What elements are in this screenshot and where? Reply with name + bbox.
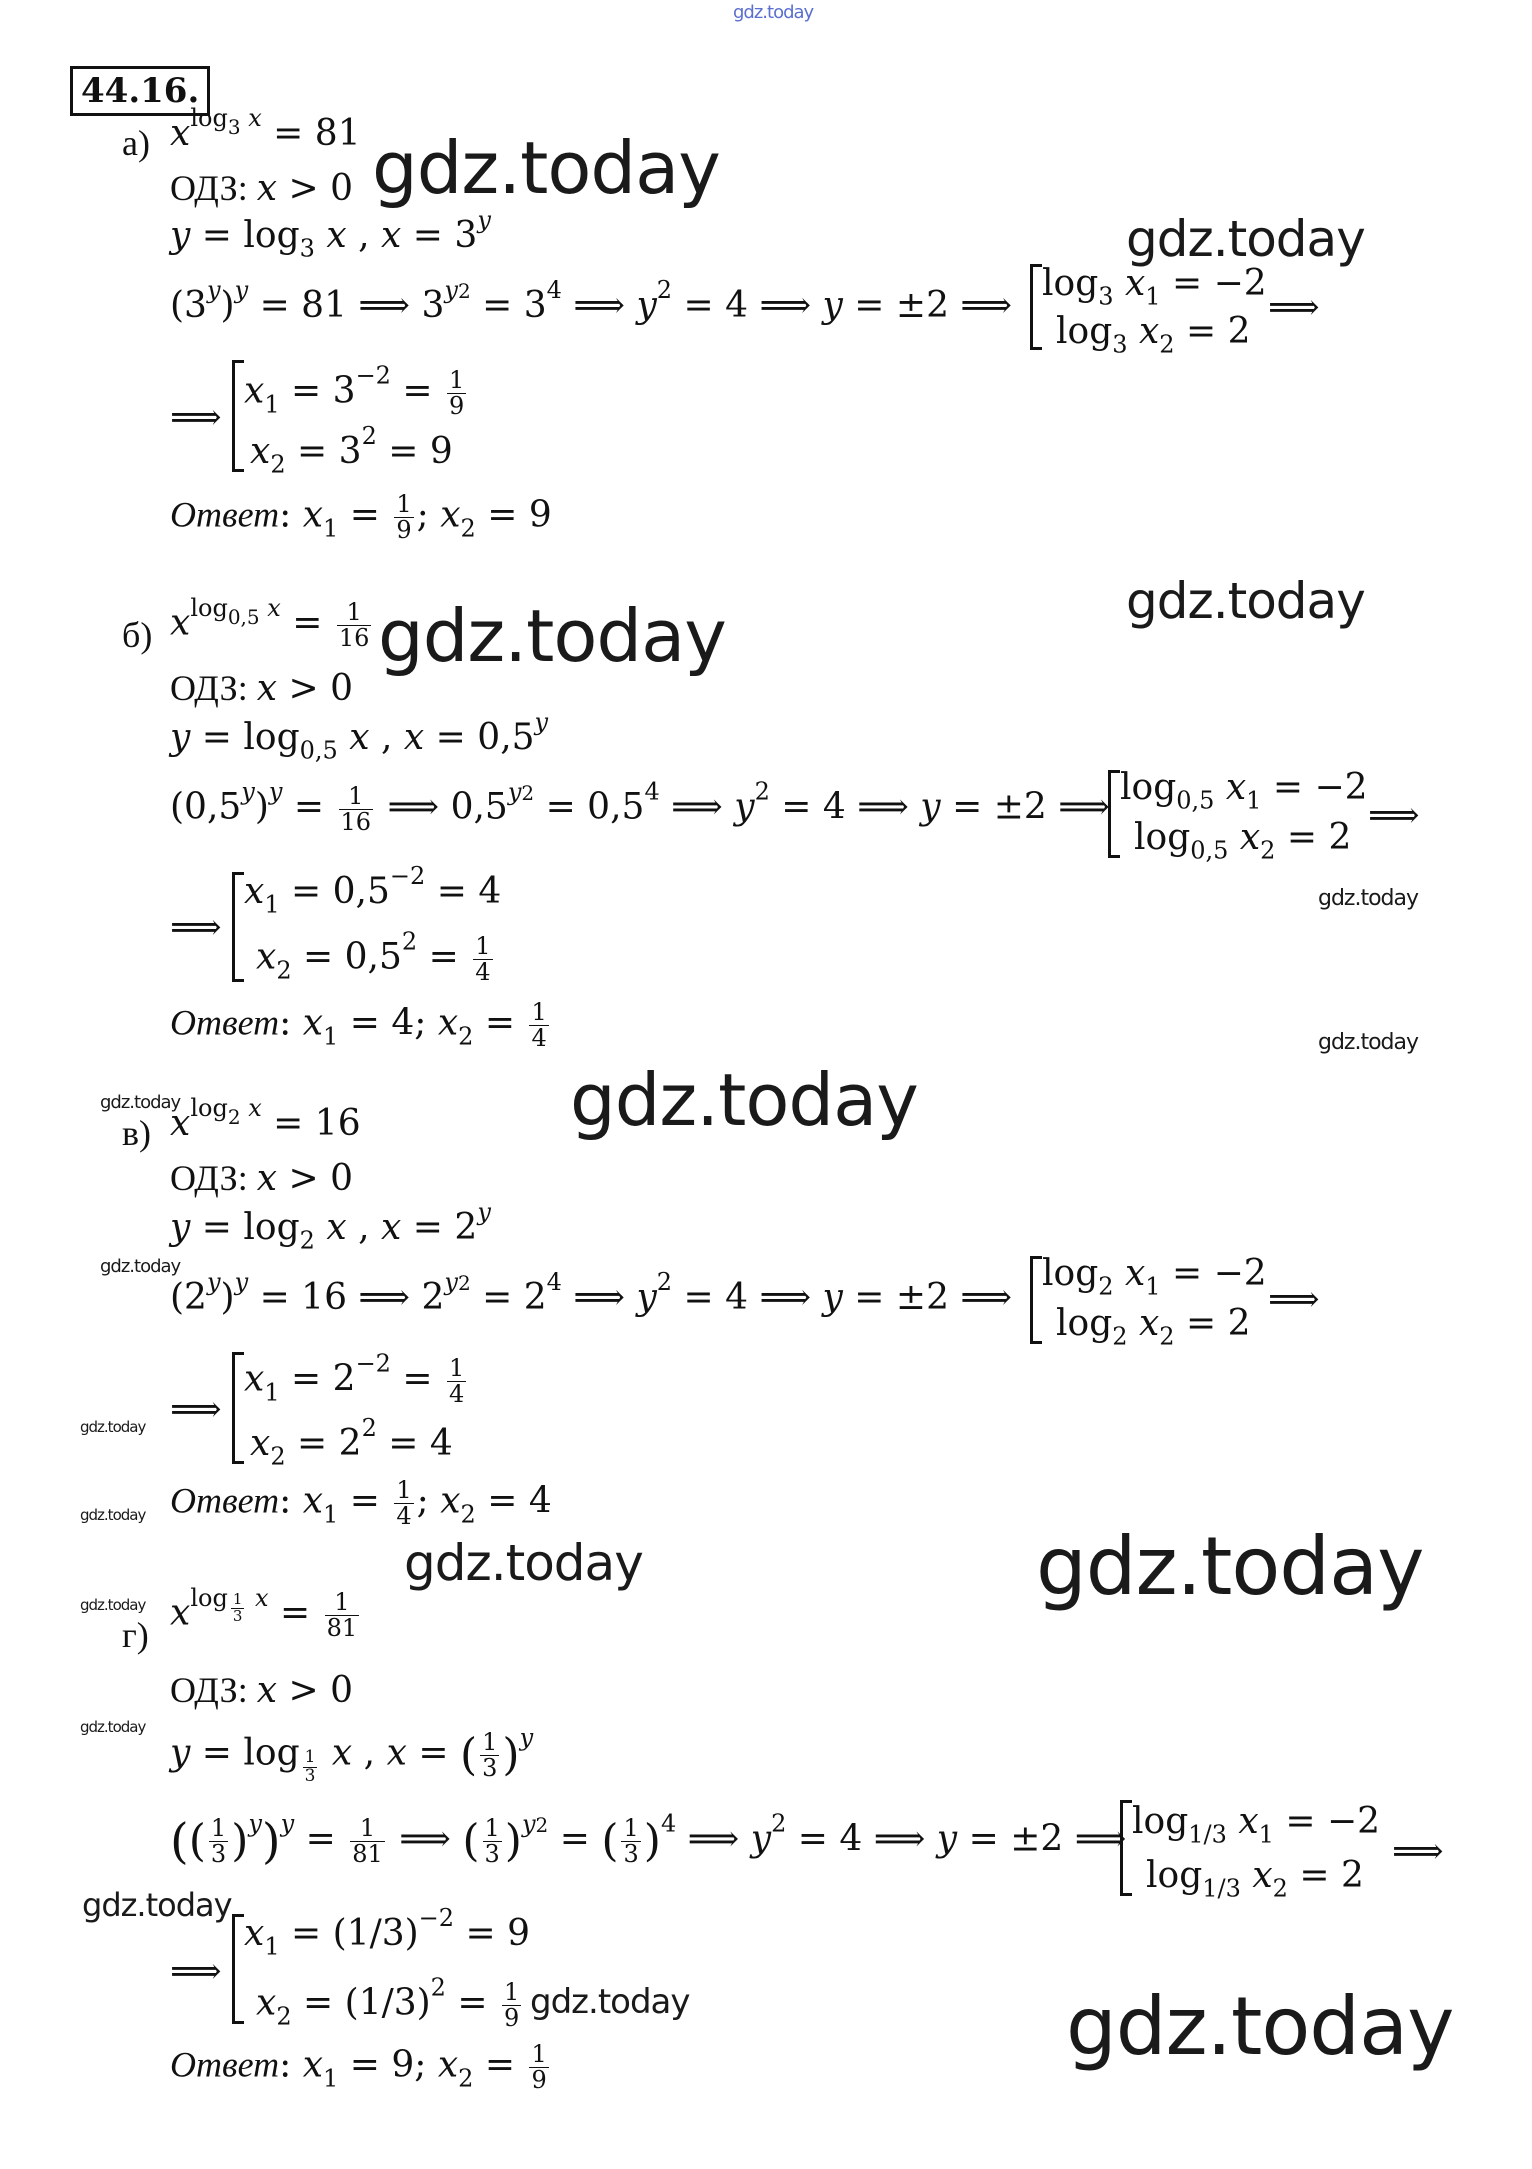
part-d-odz: ОДЗ: x > 0 [170, 1670, 353, 1711]
part-b-log-eq1: $\log_{0,5} x_1 = -2$ [1120, 767, 1368, 815]
part-c-answer: Ответ: $x_1$ = $\frac{1}{4}$ ; $x_2 = 4$ [170, 1476, 552, 1531]
part-b-implies: ⟹ [1368, 795, 1420, 836]
part-d-label: г) [122, 1615, 149, 1655]
part-c-x1: $x_1 = 2^{-2}$ = $\frac{1}{4}$ [244, 1349, 465, 1409]
part-d-x2: $x_2 = (1/3)^2$ = $\frac{1}{9}$ [256, 1973, 520, 2033]
part-a-log-eq1: $\log_3 x_1 = -2$ [1042, 263, 1267, 311]
part-a-label: а) [122, 123, 150, 163]
watermark: gdz.today [1318, 1030, 1419, 1055]
part-a-implies2: ⟹ [170, 397, 222, 438]
part-a-implies: ⟹ [1268, 287, 1320, 328]
watermark: gdz.today [82, 1886, 232, 1924]
part-a-answer: Ответ: $x_1$ = $\frac{1}{9}$ ; $x_2 = 9$ [170, 490, 552, 545]
watermark: gdz.today [80, 1506, 146, 1524]
part-c-odz: ОДЗ: x > 0 [170, 1158, 353, 1199]
part-d-log-eq2: $\log_{1/3} x_2 = 2$ [1146, 1855, 1364, 1903]
part-a-equation: $x^{log_3 x} = 81$ [170, 103, 361, 154]
part-b-substitution: $y = \log_{0,5} x$ , $x = 0,5^y$ [170, 707, 549, 765]
watermark: gdz.today [1066, 1980, 1454, 2073]
part-a-x-system [232, 360, 235, 472]
part-c-log-system [1030, 1256, 1033, 1344]
part-b-odz: ОДЗ: x > 0 [170, 668, 353, 709]
part-b-solution-line: $(0,5^y)^y$ = $\frac{1}{16}$ ⟹ $0,5^{y2} = 0,5^4$ ⟹ $y^2 = 4$ ⟹ y = ±2 ⟹ [170, 777, 1110, 837]
watermark: gdz.today [570, 1058, 918, 1142]
part-b-answer: Ответ: $x_1 = 4$; $x_2$ = $\frac{1}{4}$ [170, 998, 547, 1053]
watermark: gdz.today [1036, 1520, 1424, 1613]
part-c-solution-line: $(2^y)^y = 16$ ⟹ $2^{y2} = 2^4$ ⟹ $y^2 = 4$ ⟹ y = ±2 ⟹ [170, 1267, 1013, 1318]
part-a-x1: $x_1 = 3^{-2}$ = $\frac{1}{9}$ [244, 361, 465, 421]
part-a-solution-line: $(3^y)^y = 81$ ⟹ $3^{y2} = 3^4$ ⟹ $y^2 = 4$ ⟹ y = ±2 ⟹ [170, 275, 1013, 326]
watermark: gdz.today [100, 1256, 181, 1277]
part-d-x-system [232, 1914, 235, 2024]
watermark: gdz.today [404, 1534, 643, 1592]
part-a-log-system [1030, 264, 1033, 350]
part-d-substitution: y = log $_{\frac{1}{3}}$ x , x = ( $\frac{1}{3}$ )$^y$ [170, 1723, 534, 1787]
part-d-log-system [1120, 1800, 1123, 1896]
watermark: gdz.today [100, 1092, 181, 1113]
watermark: gdz.today [530, 1982, 690, 2022]
part-c-equation: $x^{log_2 x} = 16$ [170, 1093, 361, 1144]
part-b-label: б) [122, 615, 153, 655]
watermark: gdz.today [1126, 210, 1365, 268]
watermark: gdz.today [80, 1718, 146, 1736]
watermark: gdz.today [378, 594, 726, 678]
part-d-implies: ⟹ [1392, 1831, 1444, 1872]
watermark: gdz.today [80, 1418, 146, 1436]
watermark: gdz.today [372, 126, 720, 210]
part-d-equation: $x^{log _{\frac{1}{3}} x}$ = $\frac{1}{81}$ [170, 1583, 358, 1643]
part-d-solution-line: (( $\frac{1}{3}$ )$^y$)$^y$ = $\frac{1}{81}$ ⟹ ( $\frac{1}{3}$ )$^{y2}$ = ( $\frac{1}{3}$ )$^4$ ⟹ $y^2 = 4$ ⟹ y = ±2 ⟹ [170, 1809, 1127, 1870]
part-c-implies: ⟹ [1268, 1279, 1320, 1320]
part-a-odz: ОДЗ: x > 0 [170, 168, 353, 209]
part-c-log-eq1: $\log_2 x_1 = -2$ [1042, 1253, 1267, 1301]
part-c-log-eq2: $\log_2 x_2 = 2$ [1056, 1303, 1251, 1351]
part-a-substitution: $y = \log_3 x$ , $x = 3^y$ [170, 205, 491, 263]
part-b-x2: $x_2 = 0,5^2$ = $\frac{1}{4}$ [256, 927, 491, 987]
watermark: gdz.today [1126, 572, 1365, 630]
part-c-x-system [232, 1352, 235, 1464]
part-b-equation: $x^{log_{0,5} x}$ = $\frac{1}{16}$ [170, 593, 370, 653]
part-b-log-system [1108, 770, 1111, 858]
part-c-x2: $x_2 = 2^2 = 4$ [250, 1413, 453, 1471]
part-c-label: в) [122, 1113, 151, 1153]
part-c-substitution: $y = \log_2 x$ , $x = 2^y$ [170, 1197, 491, 1255]
problem-number: 44.16. [70, 66, 210, 116]
part-b-implies2: ⟹ [170, 907, 222, 948]
part-d-x1: $x_1 = (1/3)^{-2} = 9$ [244, 1903, 531, 1961]
part-d-implies2: ⟹ [170, 1951, 222, 1992]
part-b-x1: $x_1 = 0,5^{-2} = 4$ [244, 861, 502, 919]
watermark: gdz.today [80, 1596, 146, 1614]
part-a-log-eq2: $\log_3 x_2 = 2$ [1056, 311, 1251, 359]
part-b-x-system [232, 872, 235, 982]
watermark: gdz.today [1318, 886, 1419, 911]
part-d-log-eq1: $\log_{1/3} x_1 = -2$ [1132, 1801, 1381, 1849]
part-c-implies2: ⟹ [170, 1389, 222, 1430]
part-b-log-eq2: $\log_{0,5} x_2 = 2$ [1134, 817, 1352, 865]
header-watermark: gdz.today [733, 2, 814, 23]
part-d-answer: Ответ: $x_1 = 9$; $x_2$ = $\frac{1}{9}$ [170, 2040, 547, 2095]
part-a-x2: $x_2 = 3^2 = 9$ [250, 421, 453, 479]
